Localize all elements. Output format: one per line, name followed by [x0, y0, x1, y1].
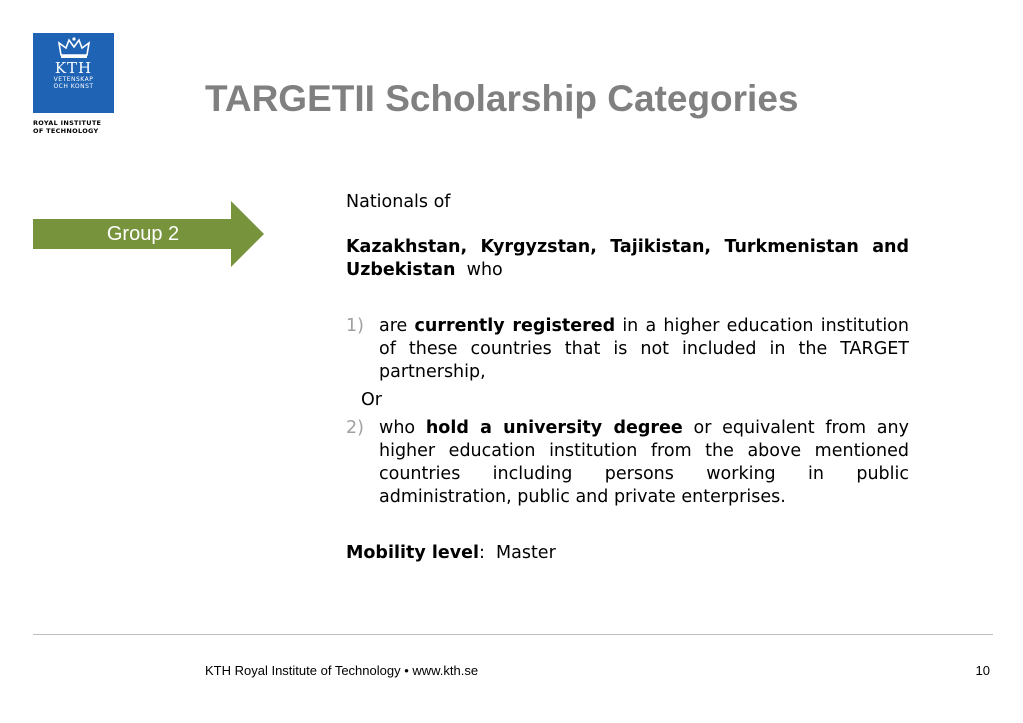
page-number: 10: [975, 663, 990, 678]
criterion-2-post: or equivalent from any higher education institution from the above mentioned countries including persons working in public administration, public and private enterprises.: [379, 418, 909, 507]
slide-content: [346, 191, 909, 565]
logo-caption: [33, 119, 114, 135]
criterion-1-post: in a higher education institution of these countries that is not included in the TARGET partnership,: [379, 316, 909, 382]
criterion-1-bold: currently registered: [414, 316, 616, 336]
countries-list: Kazakhstan, Kyrgyzstan, Tajikistan, Turkmenistan and Uzbekistan: [346, 237, 909, 280]
criterion-1-number: 1): [346, 316, 364, 336]
mobility-level: [346, 542, 909, 565]
criterion-2-bold: hold a university degree: [425, 418, 683, 438]
criterion-1: [346, 315, 909, 384]
logo-caption-line1: ROYAL INSTITUTE: [33, 119, 102, 127]
criterion-2-text: [379, 417, 909, 509]
nationals-of-text: Nationals of: [346, 192, 451, 212]
criterion-1-text: [379, 315, 909, 384]
kth-logo-box: [33, 33, 114, 113]
kth-logo: [33, 33, 114, 135]
who-text: who: [466, 260, 503, 280]
logo-motto-line1: VETENSKAP: [53, 76, 94, 83]
criterion-2-number: 2): [346, 418, 364, 438]
mobility-level-separator: :: [478, 543, 496, 563]
or-text: Or: [361, 390, 382, 410]
logo-caption-line2: OF TECHNOLOGY: [33, 127, 99, 135]
criterion-2: [346, 417, 909, 509]
mobility-level-value: Master: [496, 543, 556, 563]
footer-divider: [33, 634, 993, 635]
logo-motto-line2: OCH KONST: [53, 83, 94, 90]
mobility-level-label: Mobility level: [346, 543, 479, 563]
footer-text: KTH Royal Institute of Technology • www.kth.se: [205, 663, 479, 678]
slide-title: TARGETII Scholarship Categories: [205, 78, 799, 119]
group-label: Group 2: [106, 223, 180, 245]
criterion-2-pre: who: [379, 418, 426, 438]
countries-paragraph: [346, 236, 909, 282]
logo-text: KTH: [54, 59, 93, 77]
crown-icon: [58, 37, 90, 59]
criterion-1-pre: are: [379, 316, 415, 336]
